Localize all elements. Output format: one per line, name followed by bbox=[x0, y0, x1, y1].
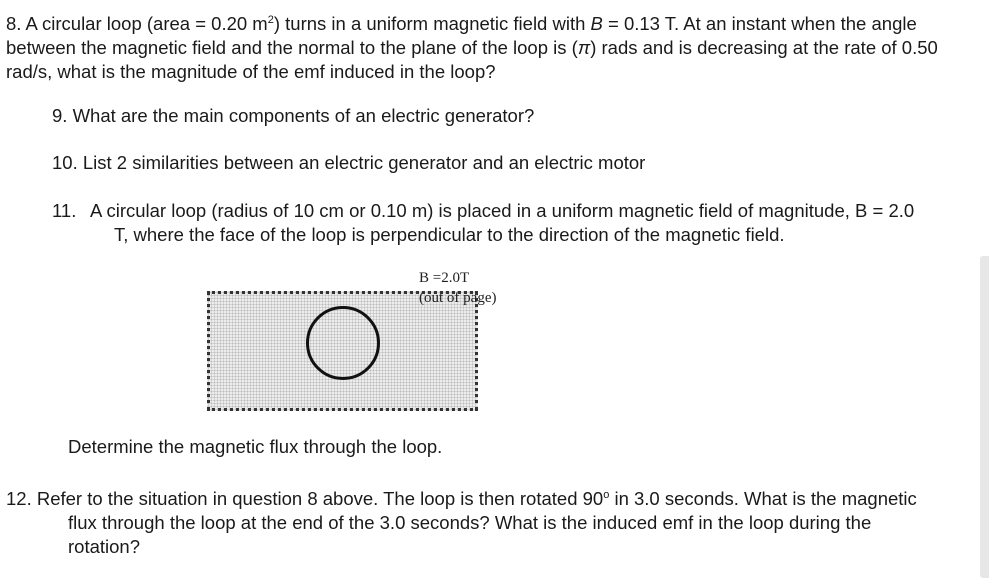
question-8 bbox=[6, 8, 966, 84]
question-11-number: 11. bbox=[52, 200, 77, 221]
question-11-text: A circular loop (radius of 10 cm or 0.10 m) is placed in a uniform magnetic field of magnitude, B = 2.0 T, where the face of the loop is perpendicular to the direction of the magnetic field. bbox=[90, 200, 915, 245]
q12-text-part1: 12. Refer to the situation in question 8 above. The loop is then rotated 90 bbox=[6, 488, 604, 510]
question-10: 10. List 2 similarities between an electric generator and an electric motor bbox=[52, 152, 646, 173]
q8-text-part4: ) rads and is decreasing at the rate of 0.50 rad/s, what is the magnitude of the emf induced in the loop? bbox=[6, 37, 938, 83]
scrollbar[interactable] bbox=[980, 256, 989, 578]
question-12 bbox=[6, 483, 946, 559]
q12-degree-symbol: o bbox=[603, 489, 610, 501]
q8-pi-symbol: π bbox=[577, 37, 591, 59]
q8-text-part2: ) turns in a uniform magnetic field with bbox=[273, 13, 591, 35]
question-11 bbox=[52, 199, 932, 247]
question-11-prompt: Determine the magnetic flux through the loop. bbox=[68, 436, 443, 457]
magnetic-field-label: B =2.0T bbox=[419, 270, 470, 286]
q12-text-part2: in 3.0 seconds. What is the magnetic flux through the loop at the end of the 3.0 seconds? What is the induced emf in the loop during the rotation? bbox=[68, 488, 917, 558]
q8-text-part3: = 0.13 T. At an instant when the angle between the magnetic field and the normal to the plane of the loop is ( bbox=[6, 13, 917, 59]
q8-field-variable: B bbox=[590, 13, 603, 35]
field-direction-label: (out of page) bbox=[419, 290, 497, 306]
q8-text-part1: 8. A circular loop (area = 0.20 m bbox=[6, 13, 268, 35]
q8-area-exponent: 2 bbox=[267, 14, 274, 26]
question-9: 9. What are the main components of an electric generator? bbox=[52, 105, 535, 126]
circular-loop-diagram bbox=[306, 306, 380, 380]
